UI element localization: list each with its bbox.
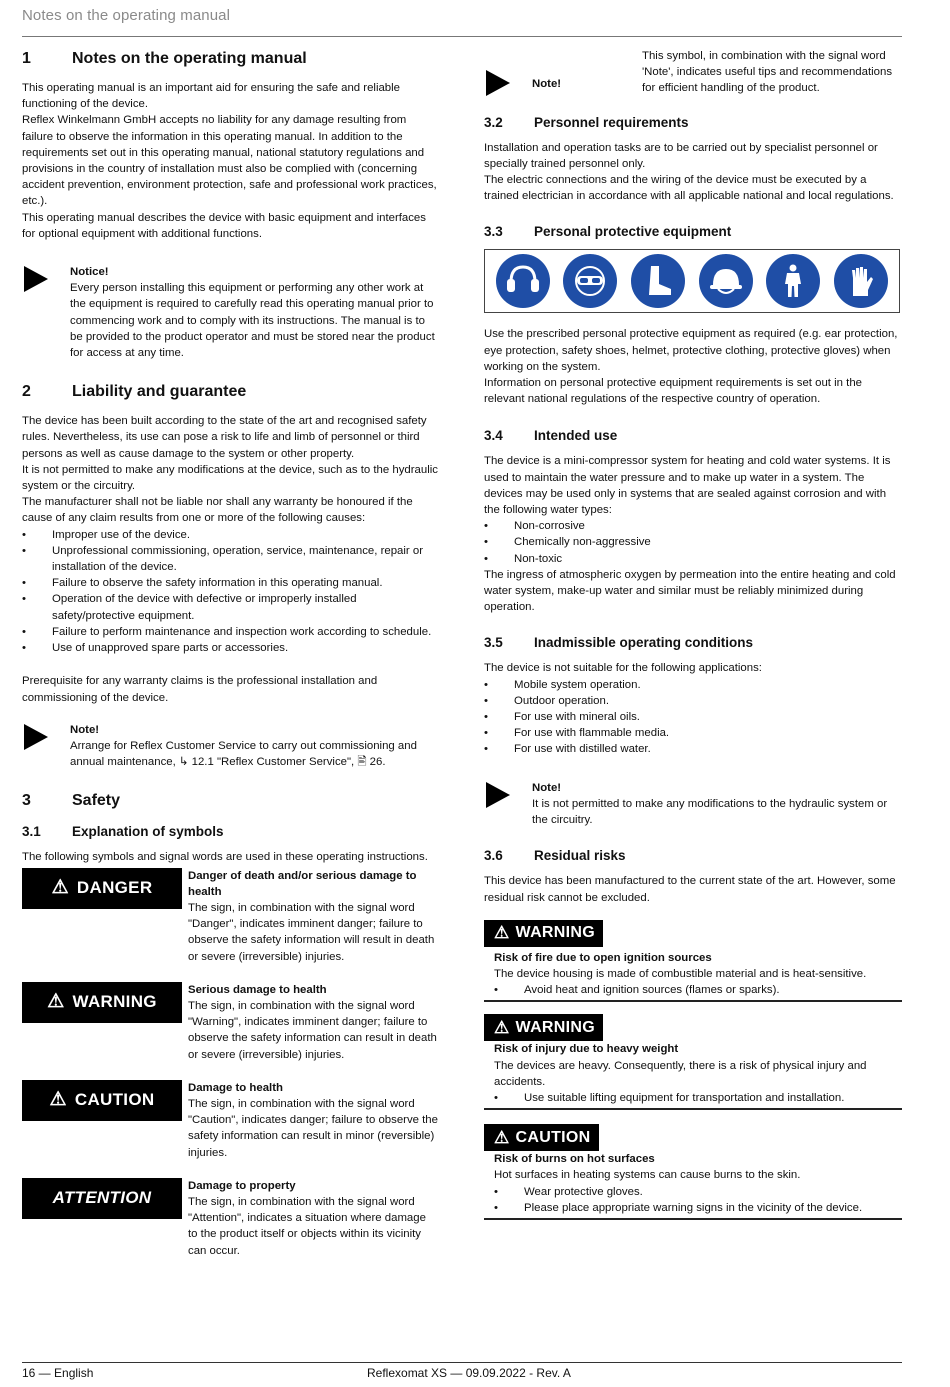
badge-label: DANGER xyxy=(76,877,153,897)
note-title: Note! xyxy=(532,781,562,794)
paragraph: This operating manual describes the device with basic equipment and interfaces for optional equipment with additional functions. xyxy=(22,211,426,240)
risk-text: The devices are heavy. Consequently, there is a risk of physical injury and accidents. xyxy=(494,1059,867,1088)
section-title: Safety xyxy=(72,792,121,810)
list-item: • Failure to observe the safety information in this operating manual. xyxy=(22,575,438,591)
risk-weight xyxy=(484,1014,902,1110)
right-column xyxy=(484,48,902,1220)
paragraph: The device is a mini-compressor system for heating and cold water systems. It is used to maintain the water pressure and to make up water in a system. The devices may be used only in systems that are sealed against corrosion and with the following water types: xyxy=(484,455,891,517)
signal-text: The sign, in combination with the signal word "Attention", indicates a situation where damage to the product itself or objects within its vicinity can occur. xyxy=(188,1195,426,1257)
safety-shoes-icon xyxy=(631,254,685,308)
paragraph: The manufacturer shall not be liable nor shall any warranty be honoured if the cause of any claim results from one or more of the following causes: xyxy=(22,496,413,525)
arrow-icon xyxy=(486,782,510,808)
caution-badge xyxy=(22,1080,182,1121)
paragraph: Use the prescribed personal protective equipment as required (e.g. ear protection, eye protection, safety shoes, helmet, protective clothing, protective gloves) when working on the system. xyxy=(484,328,898,373)
paragraph: Information on personal protective equipment requirements is set out in the relevant national regulations of the respective country of operation. xyxy=(484,377,862,406)
signal-text: The sign, in combination with the signal word "Caution", indicates danger; failure to observe the safety information can result in minor (reversible) injuries. xyxy=(188,1097,438,1159)
badge-label: WARNING xyxy=(72,992,157,1012)
list-item: • Please place appropriate warning signs in the vicinity of the device. xyxy=(494,1200,902,1216)
eye-protection-icon xyxy=(563,254,617,308)
paragraph: The ingress of atmospheric oxygen by permeation into the entire heating and cold water system, make-up water and similar must be reliably minimized during operation. xyxy=(484,568,896,614)
list-item: • Unprofessional commissioning, operation, service, maintenance, repair or installation of the device. xyxy=(22,543,438,575)
section-number: 3.3 xyxy=(484,224,503,240)
badge-label: ATTENTION xyxy=(52,1188,152,1208)
note-box xyxy=(22,722,438,771)
list-item: • For use with flammable media. xyxy=(484,725,902,741)
list-item: • Non-toxic xyxy=(484,551,902,567)
warning-triangle-icon: ⚠ xyxy=(494,923,510,943)
warning-triangle-icon: ⚠ xyxy=(49,1089,67,1111)
left-column xyxy=(22,48,438,1259)
paragraph: Reflex Winkelmann GmbH accepts no liability for any damage resulting from failure to observe the information in this operating manual. In addition to the requirements set out in this operating manual, national statutory regulations and provisions in the country of installation must also be complied with (concerning accident prevention, environment protection, safe and professional work practices, etc.). xyxy=(22,114,437,208)
list-item: • Operation of the device with defective or improperly installed safety/protective equipment. xyxy=(22,591,438,623)
risk-measures xyxy=(494,1090,902,1106)
section-number: 1 xyxy=(22,50,31,67)
footer-page-language: 16 — English xyxy=(22,1366,94,1380)
risk-text: Hot surfaces in heating systems can cause burns to the skin. xyxy=(494,1169,801,1182)
section-number: 3.5 xyxy=(484,635,503,651)
danger-badge xyxy=(22,868,182,909)
list-item: • Non-corrosive xyxy=(484,518,902,534)
arrow-icon xyxy=(486,70,510,96)
risk-title: Risk of fire due to open ignition sources xyxy=(494,951,712,964)
note-box xyxy=(484,780,902,829)
list-item: • For use with mineral oils. xyxy=(484,709,902,725)
page-footer xyxy=(22,1362,902,1380)
risk-title: Risk of injury due to heavy weight xyxy=(494,1043,679,1056)
paragraph: The following symbols and signal words are used in these operating instructions. xyxy=(22,851,428,864)
protective-gloves-icon xyxy=(834,254,888,308)
signal-text: The sign, in combination with the signal word "Danger", indicates imminent danger; failure to observe the safety information will result in death or severe (irreversible) injuries. xyxy=(188,901,435,963)
section-3-heading xyxy=(22,790,438,812)
warning-triangle-icon: ⚠ xyxy=(47,991,65,1013)
arrow-icon xyxy=(24,266,48,292)
paragraph: The device has been built according to the state of the art and recognised safety rules. Nevertheless, its use can pose a risk to life and limb of personnel or third persons as well as cause damage to the system or other property. xyxy=(22,415,427,460)
notice-title: Notice! xyxy=(70,266,109,279)
section-number: 3.2 xyxy=(484,114,503,130)
section-number: 3.6 xyxy=(484,848,503,864)
list-item: • Use suitable lifting equipment for transportation and installation. xyxy=(494,1090,902,1106)
cause-list xyxy=(22,527,438,657)
signal-title: Damage to property xyxy=(188,1179,296,1192)
note-badge: Note! xyxy=(532,78,562,90)
signal-title: Danger of death and/or serious damage to health xyxy=(188,869,417,898)
warning-triangle-icon: ⚠ xyxy=(494,1127,510,1147)
paragraph: Prerequisite for any warranty claims is the professional installation and commissioning of the device. xyxy=(22,675,378,704)
paragraph: The device is not suitable for the following applications: xyxy=(484,662,762,675)
section-title: Residual risks xyxy=(534,848,626,864)
water-type-list xyxy=(484,518,902,567)
risk-measures xyxy=(494,1184,902,1216)
section-2-heading xyxy=(22,381,438,403)
signal-title: Damage to health xyxy=(188,1081,283,1094)
section-3-2-heading xyxy=(484,113,902,133)
section-3-5-heading xyxy=(484,633,902,653)
list-item: • Mobile system operation. xyxy=(484,677,902,693)
notice-box xyxy=(22,264,438,361)
section-number: 2 xyxy=(22,383,31,401)
list-item: • Failure to perform maintenance and inspection work according to schedule. xyxy=(22,624,438,640)
notice-text: Every person installing this equipment or performing any other work at the equipment is required to carefully read this operating manual prior to commencing work and to comply with its instructions. The manual is to be provided to the product operator and must be stored near the product for access at any time. xyxy=(70,282,435,360)
paragraph: It is not permitted to make any modifications at the device, such as to the hydraulic system or the circuitry. xyxy=(22,463,438,493)
badge-label: CAUTION xyxy=(515,1128,591,1146)
page-header xyxy=(22,5,902,37)
list-item: • Avoid heat and ignition sources (flames or sparks). xyxy=(494,982,902,998)
section-3-6-heading xyxy=(484,846,902,866)
list-item: • Wear protective gloves. xyxy=(494,1184,902,1200)
helmet-icon xyxy=(699,254,753,308)
warning-triangle-icon: ⚠ xyxy=(51,876,69,898)
ear-protection-icon xyxy=(496,254,550,308)
signal-attention xyxy=(22,1178,438,1259)
list-item: • Chemically non-aggressive xyxy=(484,534,902,550)
signal-text: The sign, in combination with the signal word "Warning", indicates imminent danger; failure to observe the safety information can result in death or severe (irreversible) injuries. xyxy=(188,999,437,1061)
warning-badge xyxy=(484,920,603,947)
section-3-4-heading xyxy=(484,426,902,446)
section-3-3-heading xyxy=(484,222,902,242)
risk-burns xyxy=(484,1124,902,1220)
section-number: 3 xyxy=(22,792,31,810)
badge-label: WARNING xyxy=(515,924,595,942)
section-3-1-heading xyxy=(22,822,438,842)
risk-text: The device housing is made of combustible material and is heat-sensitive. xyxy=(494,967,867,980)
signal-caution xyxy=(22,1080,438,1161)
section-title: Liability and guarantee xyxy=(72,383,247,401)
paragraph: This operating manual is an important aid for ensuring the safe and reliable functioning of the device. xyxy=(22,82,401,111)
attention-badge xyxy=(22,1178,182,1219)
note-title: Note! xyxy=(70,723,100,736)
warning-badge xyxy=(484,1014,603,1041)
note-symbol-text: This symbol, in combination with the signal word 'Note', indicates useful tips and recommendations for efficient handling of the product. xyxy=(642,50,893,95)
warning-triangle-icon: ⚠ xyxy=(494,1017,510,1037)
protective-clothing-icon xyxy=(766,254,820,308)
badge-label: WARNING xyxy=(515,1018,595,1036)
signal-warning xyxy=(22,982,438,1063)
section-title: Inadmissible operating conditions xyxy=(534,635,754,651)
note-symbol-row xyxy=(484,48,902,97)
note-text: Arrange for Reflex Customer Service to carry out commissioning and annual maintenance, ↳ 12.1 "Reflex Customer Service", 🖹 26. xyxy=(70,739,417,769)
caution-badge xyxy=(484,1124,599,1151)
section-1-heading xyxy=(22,48,438,70)
paragraph: Installation and operation tasks are to be carried out by specialist personnel or specially trained personnel only. xyxy=(484,141,878,170)
section-title: Intended use xyxy=(534,428,618,444)
list-item: • Improper use of the device. xyxy=(22,527,438,543)
section-number: 3.1 xyxy=(22,824,41,840)
footer-document-info: Reflexomat XS — 09.09.2022 - Rev. A xyxy=(367,1366,571,1380)
section-title: Personnel requirements xyxy=(534,114,689,130)
section-number: 3.4 xyxy=(484,428,503,444)
risk-title: Risk of burns on hot surfaces xyxy=(494,1153,655,1166)
risk-fire xyxy=(484,920,902,1003)
list-item: • Use of unapproved spare parts or accessories. xyxy=(22,640,438,656)
section-title: Notes on the operating manual xyxy=(72,50,307,67)
section-title: Explanation of symbols xyxy=(72,824,224,840)
signal-title: Serious damage to health xyxy=(188,983,327,996)
paragraph: The electric connections and the wiring of the device must be executed by a trained electrician in accordance with all applicable national and local regulations. xyxy=(484,174,894,203)
list-item: • Outdoor operation. xyxy=(484,693,902,709)
header-title: Notes on the operating manual xyxy=(22,7,231,24)
warning-badge xyxy=(22,982,182,1023)
paragraph: This device has been manufactured to the current state of the art. However, some residual risk cannot be excluded. xyxy=(484,875,896,904)
application-list xyxy=(484,677,902,758)
note-text: It is not permitted to make any modifications to the hydraulic system or the circuitry. xyxy=(532,797,888,827)
badge-label: CAUTION xyxy=(74,1090,155,1110)
section-title: Personal protective equipment xyxy=(534,224,732,240)
list-item: • For use with distilled water. xyxy=(484,741,902,757)
ppe-symbols-box xyxy=(484,249,900,313)
signal-danger xyxy=(22,868,438,965)
risk-measures xyxy=(494,982,902,998)
arrow-icon xyxy=(24,724,48,750)
